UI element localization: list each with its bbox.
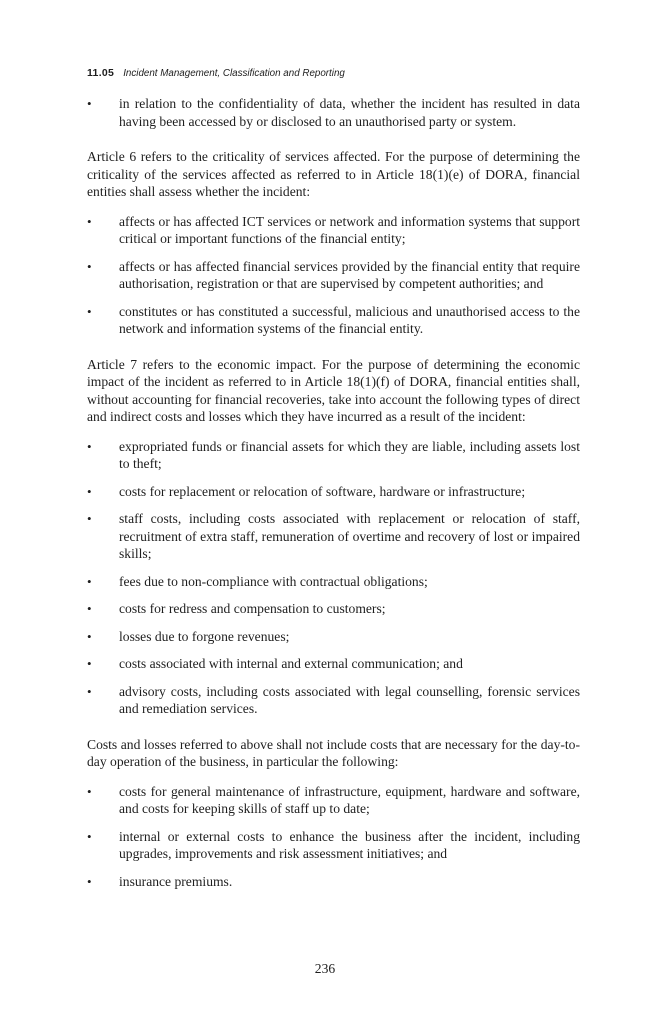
bullet-icon: • (87, 683, 92, 699)
bullet-icon: • (87, 783, 92, 799)
bullet-icon: • (87, 96, 92, 111)
running-header (87, 66, 580, 81)
bullet-list-exclusions (87, 783, 580, 891)
list-item: • affects or has affected financial services provided by the financial entity that require authorisation, registration or that are supervised by competent authorities; and (87, 258, 580, 291)
bullet-icon: • (87, 258, 92, 274)
list-item: • affects or has affected ICT services or network and information systems that support critical or important functions of the financial entity; (87, 213, 580, 246)
bullet-icon: • (87, 573, 92, 589)
bullet-icon: • (87, 213, 92, 229)
bullet-list-criticality (87, 213, 580, 338)
paragraph-exclusions: Costs and losses referred to above shall not include costs that are necessary for the day-to-day operation of the business, in particular the following: (87, 736, 580, 769)
list-item: • expropriated funds or financial assets for which they are liable, including assets lost to theft; (87, 438, 580, 471)
list-item: • constitutes or has constituted a successful, malicious and unauthorised access to the network and information systems of the financial entity. (87, 303, 580, 336)
section-title: Incident Management, Classification and Reporting (123, 68, 345, 79)
document-page (87, 66, 580, 902)
paragraph-article-6: Article 6 refers to the criticality of services affected. For the purpose of determining the criticality of the services affected as referred to in Article 18(1)(e) of DORA, financial entities shall assess whether the incident: (87, 149, 580, 199)
bullet-icon: • (87, 828, 92, 844)
list-item: • costs for redress and compensation to customers; (87, 601, 386, 616)
bullet-list-confidentiality (87, 95, 580, 130)
section-number: 11.05 (87, 67, 115, 79)
bullet-icon: • (87, 656, 92, 671)
list-item: • internal or external costs to enhance the business after the incident, including upgrades, improvements and risk assessment initiatives; and (87, 828, 580, 861)
bullet-icon: • (87, 873, 92, 889)
list-item: • staff costs, including costs associated with replacement or relocation of staff, recruitment of extra staff, remuneration of overtime and recovery of lost or impaired skills; (87, 511, 580, 561)
bullet-list-costs (87, 438, 580, 718)
bullet-icon: • (87, 303, 92, 319)
list-item: • costs associated with internal and external communication; and (87, 656, 463, 671)
page-number: 236 (314, 961, 336, 976)
list-item: • costs for general maintenance of infrastructure, equipment, hardware and software, and costs for keeping skills of staff up to date; (87, 783, 580, 816)
list-item: • advisory costs, including costs associated with legal counselling, forensic services and remediation services. (87, 683, 580, 716)
paragraph-article-7: Article 7 refers to the economic impact. For the purpose of determining the economic impact of the incident as referred to in Article 18(1)(f) of DORA, financial entities shall, without accounting for financial recoveries, take into account the following types of direct and indirect costs and losses which they have incurred as a result of the incident: (87, 356, 580, 424)
bullet-icon: • (87, 483, 92, 499)
list-item: • fees due to non-compliance with contractual obligations; (87, 573, 428, 589)
list-item: • in relation to the confidentiality of data, whether the incident has resulted in data having been accessed by or disclosed to an unauthorised party or system. (87, 96, 580, 129)
list-item: • insurance premiums. (87, 873, 233, 889)
list-item: • losses due to forgone revenues; (87, 628, 290, 644)
bullet-icon: • (87, 438, 92, 454)
bullet-icon: • (87, 601, 92, 616)
list-item: • costs for replacement or relocation of software, hardware or infrastructure; (87, 483, 526, 499)
bullet-icon: • (87, 628, 92, 644)
bullet-icon: • (87, 511, 92, 526)
